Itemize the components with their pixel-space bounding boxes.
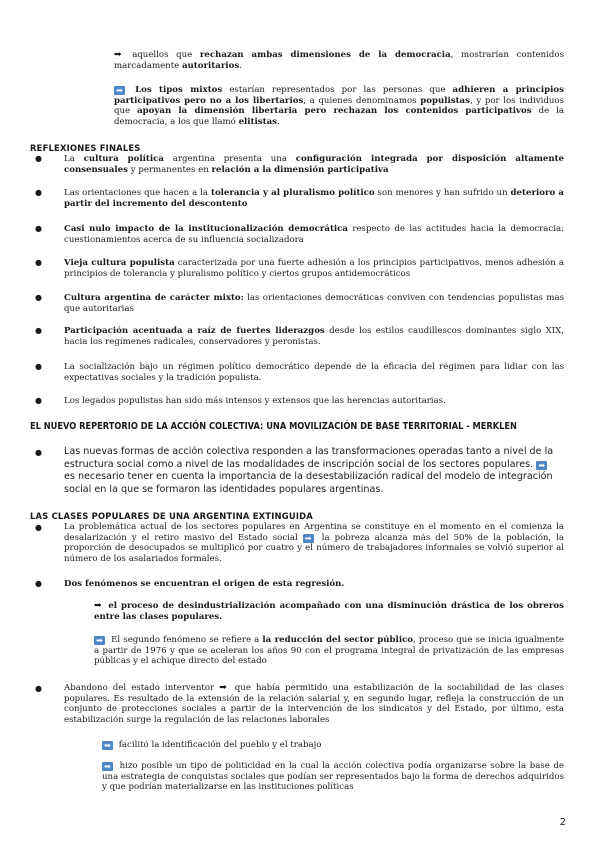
bullet-icon: ●	[35, 326, 42, 335]
right-arrow-icon: ➡	[114, 50, 122, 60]
list-item: Participación acentuada a raíz de fuertes liderazgos desde los estilos caudillescos dominantes siglo XIX, hacia los regímenes radicales, conservadores y peronistas.	[64, 326, 564, 347]
bullet-icon: ●	[35, 362, 42, 371]
arrow-right-box-icon: ➡	[94, 636, 105, 645]
arrow-right-box-icon: ➡	[102, 762, 113, 771]
right-arrow-icon: ➡	[219, 683, 227, 693]
sub-item: ➡ hizo posible un tipo de politicidad en la cual la acción colectiva podía organizarse sobre la base de una estrategia de conquistas sociales que podían ser representados bajo la forma de derechos adquiridos y que podrían materializarse en las instituciones políticas	[102, 761, 564, 793]
list-item: Los legados populistas han sido más intensos y extensos que las herencias autoritarias.	[64, 396, 446, 406]
arrow-right-box-icon: ➡	[303, 534, 314, 543]
arrow-right-box-icon: ➡	[102, 741, 113, 750]
list-item: Casi nulo impacto de la institucionalización democrática respecto de las actitudes hacia la democracia: cuestionamientos acerca de su influencia socializadora	[64, 224, 564, 245]
sub-item: ➡ El segundo fenómeno se refiere a la reducción del sector público, proceso que se inicia igualmente a partir de 1976 y que se aceleran los años 90 con el programa integral de privatización de las empresas públicas y el achique directo del estado	[94, 635, 564, 667]
merklen-paragraph: Las nuevas formas de acción colectiva responden a las transformaciones operadas tanto a nivel de la estructura social como a nivel de las modalidades de inscripción social de los sectores populares. ➡ es necesario tener en cuenta la importancia de la desestabilización radical del modelo de integración social en la que se formaron las identidades populares argentinas.	[64, 446, 554, 495]
sub-item: ➡ el proceso de desindustrialización acompañado con una disminución drástica de los obreros entre las clases populares.	[94, 601, 564, 622]
section-heading-merklen: EL NUEVO REPERTORIO DE LA ACCIÓN COLECTIVA: UNA MOVILIZACIÓN DE BASE TERRITORIAL - MERKLEN	[30, 421, 517, 432]
bullet-icon: ●	[35, 448, 42, 457]
section-heading-clases: LAS CLASES POPULARES DE UNA ARGENTINA EXTINGUIDA	[30, 511, 313, 521]
bullet-icon: ●	[35, 523, 42, 532]
intro-paragraph-1: ➡ aquellos que rechazan ambas dimensiones de la democracia, mostrarían contenidos marcadamente autoritarios.	[114, 50, 565, 71]
bullet-icon: ●	[35, 188, 42, 197]
right-arrow-icon: ➡	[94, 601, 102, 611]
intro-paragraph-2: ➡ Los tipos mixtos estarían representados por las personas que adhieren a principios participativos pero no a los libertarios, a quienes denominamos populistas, y por los individuos que apoyan la dimensión libertaria pero rechazan los contenidos participativos de la democracia, a los que llamó elitistas.	[114, 85, 564, 127]
list-item: La socialización bajo un régimen político democrático depende de la eficacia del régimen para lidiar con las expectativas sociales y la tradición populista.	[64, 362, 564, 383]
list-item: La problemática actual de los sectores populares en Argentina se constituye en el momento en el comienza la desalarización y el retiro masivo del Estado social ➡ la pobreza alcanza más del 50% de la población, la proporción de desocupados se multiplicó por cuatro y el número de trabajadores informales se volvió superior al número de los asalariados formales.	[64, 522, 564, 564]
list-item: Abandono del estado interventor ➡ que había permitido una estabilización de la sociabilidad de las clases populares. Es resultado de la extensión de la relación salarial y, en segundo lugar, refleja la construcción de un conjunto de protecciones sociales a partir de la intervención de los sindicatos y del Estado, por último, esta estabilización surge la regulación de las relaciones laborales	[64, 683, 564, 725]
sub-item: ➡ facilitó la identificación del pueblo y el trabajo	[102, 740, 564, 751]
list-item: La cultura política argentina presenta una configuración integrada por disposición altamente consensuales y permanentes en relación a la dimensión participativa	[64, 154, 565, 175]
page-number: 2	[559, 817, 566, 828]
bullet-icon: ●	[35, 293, 42, 302]
bullet-icon: ●	[35, 684, 42, 693]
bullet-icon: ●	[35, 579, 42, 588]
list-item: Las orientaciones que hacen a la tolerancia y al pluralismo político son menores y han sufrido un deterioro a partir del incremento del descontento	[64, 188, 564, 209]
section-heading-reflexiones: REFLEXIONES FINALES	[30, 143, 141, 153]
bullet-icon: ●	[35, 154, 42, 163]
bullet-icon: ●	[35, 396, 42, 405]
bullet-icon: ●	[35, 258, 42, 267]
list-item: Vieja cultura populista caracterizada por una fuerte adhesión a los principios participativos, menos adhesión a principios de tolerancia y pluralismo político y ciertos grupos antidemocráticos	[64, 258, 564, 279]
list-item: Dos fenómenos se encuentran el origen de esta regresión.	[64, 579, 345, 589]
bullet-icon: ●	[35, 224, 42, 233]
arrow-right-box-icon: ➡	[114, 86, 125, 95]
arrow-right-box-icon: ➡	[536, 461, 547, 470]
list-item: Cultura argentina de carácter mixto: las orientaciones democráticas conviven con tendencias populistas mas que autoritarias	[64, 293, 564, 314]
